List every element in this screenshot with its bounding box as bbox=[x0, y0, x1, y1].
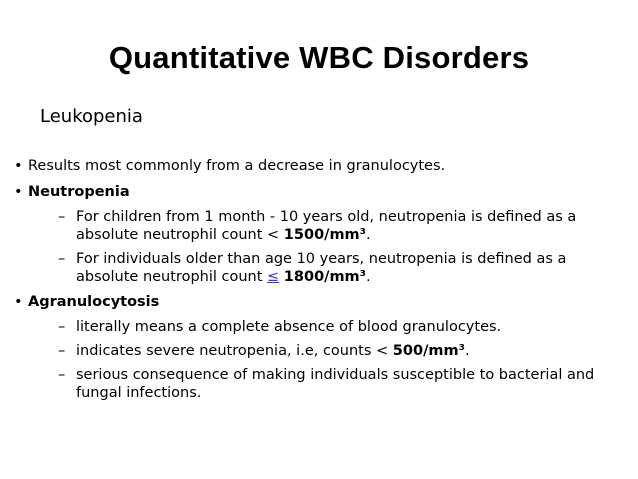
sub-bullet-line: For children from 1 month - 10 years old, neutropenia is defined as a bbox=[76, 209, 577, 225]
sub-bullet-line: literally means a complete absence of blood granulocytes. bbox=[76, 319, 502, 335]
bullet-heading: Neutropenia bbox=[28, 184, 130, 200]
dash-mark: – bbox=[58, 367, 66, 383]
sub-bullet-line bbox=[76, 342, 470, 360]
dash-mark: – bbox=[58, 343, 66, 359]
bullet-mark: • bbox=[14, 294, 23, 310]
text-fragment: . bbox=[464, 343, 470, 359]
bullet-heading: Agranulocytosis bbox=[28, 294, 160, 310]
bullet-mark: • bbox=[14, 158, 23, 174]
threshold-value: 1500/mm³ bbox=[283, 227, 367, 243]
sub-bullet-line bbox=[76, 226, 371, 244]
text-fragment: . bbox=[366, 269, 371, 285]
bullet-mark: • bbox=[14, 184, 23, 200]
bullet-text: Results most commonly from a decrease in granulocytes. bbox=[28, 158, 446, 174]
text-fragment: absolute neutrophil count < bbox=[76, 227, 284, 243]
sub-bullet-line bbox=[76, 268, 371, 286]
dash-mark: – bbox=[58, 251, 66, 267]
sub-bullet-line: fungal infections. bbox=[76, 385, 202, 401]
sub-bullet-line: serious consequence of making individuals susceptible to bacterial and bbox=[76, 367, 595, 383]
slide-title: Quantitative WBC Disorders bbox=[108, 40, 530, 75]
sub-bullet-line: For individuals older than age 10 years, neutropenia is defined as a bbox=[76, 251, 567, 267]
dash-mark: – bbox=[58, 319, 66, 335]
slide-subtitle: Leukopenia bbox=[40, 106, 143, 127]
text-fragment: indicates severe neutropenia, i.e, counts < bbox=[76, 343, 393, 359]
less-equal-link[interactable]: ≤ bbox=[267, 269, 280, 285]
dash-mark: – bbox=[58, 209, 66, 225]
threshold-value: 500/mm³ bbox=[392, 343, 465, 359]
text-fragment: . bbox=[366, 227, 371, 243]
threshold-value: 1800/mm³ bbox=[283, 269, 367, 285]
text-fragment: absolute neutrophil count bbox=[76, 269, 268, 285]
